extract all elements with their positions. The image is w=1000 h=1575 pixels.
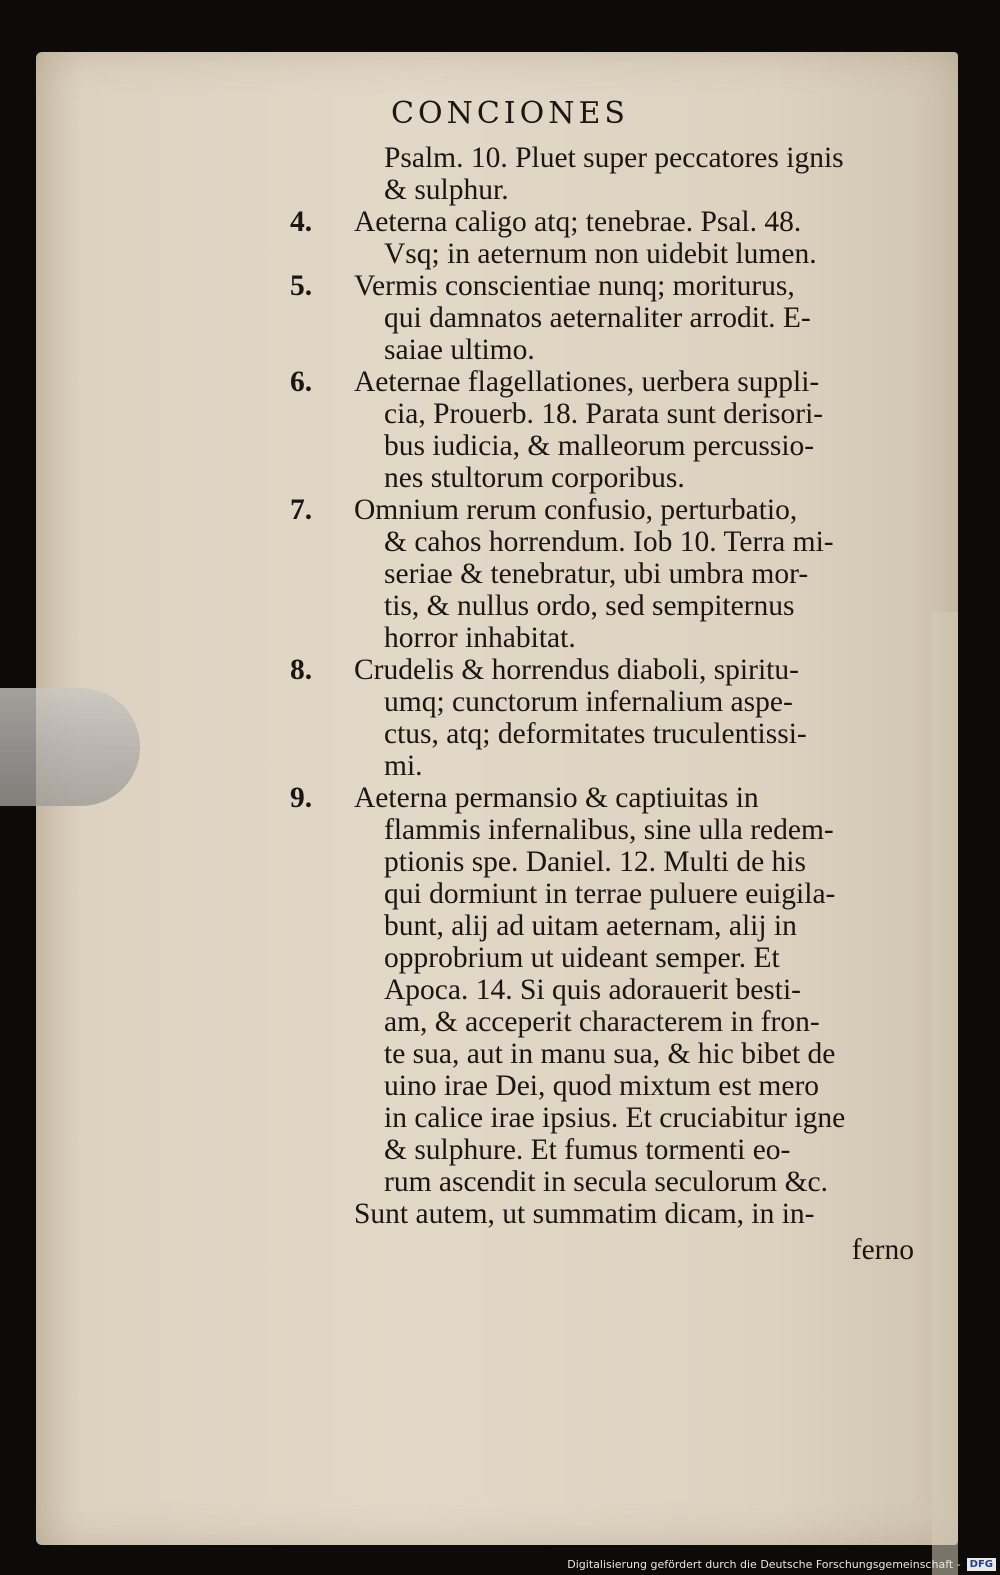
line-text: Aeternae flagellationes, uerbera suppli- <box>354 366 820 398</box>
line-text: & sulphure. Et fumus tormenti eo- <box>384 1134 791 1166</box>
page-clip <box>0 688 140 806</box>
text-line <box>290 1070 930 1102</box>
text-line <box>290 654 930 686</box>
text-line <box>290 782 930 814</box>
text-line <box>290 974 930 1006</box>
text-line <box>290 1006 930 1038</box>
line-text: Apoca. 14. Si quis adorauerit besti- <box>384 974 802 1006</box>
text-line <box>290 430 930 462</box>
item-number: 6. <box>290 366 313 398</box>
line-text: nes stultorum corporibus. <box>384 462 685 494</box>
line-text: mi. <box>384 750 423 782</box>
line-text: & cahos horrendum. Iob 10. Terra mi- <box>384 526 834 558</box>
text-line <box>290 814 930 846</box>
line-text: Omnium rerum confusio, perturbatio, <box>354 494 798 526</box>
body-text <box>290 142 930 1230</box>
text-line <box>290 750 930 782</box>
line-text: rum ascendit in secula seculorum &c. <box>384 1166 828 1198</box>
item-number: 8. <box>290 654 313 686</box>
line-text: Vsq; in aeternum non uidebit lumen. <box>384 238 817 270</box>
line-text: bunt, alij ad uitam aeternam, alij in <box>384 910 797 942</box>
text-line <box>290 846 930 878</box>
line-text: umq; cunctorum infernalium aspe- <box>384 686 793 718</box>
item-number: 7. <box>290 494 313 526</box>
line-text: qui damnatos aeternaliter arrodit. E- <box>384 302 811 334</box>
line-text: opprobrium ut uideant semper. Et <box>384 942 780 974</box>
line-text: cia, Prouerb. 18. Parata sunt derisori- <box>384 398 824 430</box>
line-text: in calice irae ipsius. Et cruciabitur igne <box>384 1102 846 1134</box>
line-text: Crudelis & horrendus diaboli, spiritu- <box>354 654 799 686</box>
line-text: tis, & nullus ordo, sed sempiternus <box>384 590 795 622</box>
text-line <box>290 1102 930 1134</box>
line-text: horror inhabitat. <box>384 622 576 654</box>
text-line <box>290 1134 930 1166</box>
text-line <box>290 558 930 590</box>
line-text: qui dormiunt in terrae puluere euigila- <box>384 878 836 910</box>
page-edge <box>932 612 958 1575</box>
text-line <box>290 494 930 526</box>
text-line <box>290 366 930 398</box>
line-text: te sua, aut in manu sua, & hic bibet de <box>384 1038 836 1070</box>
line-text: uino irae Dei, quod mixtum est mero <box>384 1070 820 1102</box>
line-text: bus iudicia, & malleorum percussio- <box>384 430 815 462</box>
text-line <box>290 878 930 910</box>
text-line <box>290 270 930 302</box>
footer-credit <box>567 1558 996 1571</box>
text-line <box>290 1038 930 1070</box>
line-text: ctus, atq; deformitates truculentissi- <box>384 718 807 750</box>
running-title: CONCIONES <box>391 96 629 131</box>
dfg-logo: DFG <box>967 1558 996 1571</box>
text-line <box>290 718 930 750</box>
line-text: & sulphur. <box>384 174 509 206</box>
text-line <box>290 910 930 942</box>
line-text: am, & acceperit characterem in fron- <box>384 1006 820 1038</box>
line-text: ptionis spe. Daniel. 12. Multi de his <box>384 846 806 878</box>
text-line <box>290 334 930 366</box>
text-line <box>290 1198 930 1230</box>
line-text: Psalm. 10. Pluet super peccatores ignis <box>384 142 844 174</box>
text-line <box>290 462 930 494</box>
text-line <box>290 686 930 718</box>
line-text: Sunt autem, ut summatim dicam, in in- <box>354 1198 815 1230</box>
text-line <box>290 142 930 174</box>
text-line <box>290 174 930 206</box>
text-line <box>290 1166 930 1198</box>
line-text: seriae & tenebratur, ubi umbra mor- <box>384 558 809 590</box>
item-number: 9. <box>290 782 313 814</box>
line-text: Aeterna caligo atq; tenebrae. Psal. 48. <box>354 206 802 238</box>
line-text: saiae ultimo. <box>384 334 535 366</box>
line-text: Aeterna permansio & captiuitas in <box>354 782 759 814</box>
line-text: Vermis conscientiae nunq; moriturus, <box>354 270 795 302</box>
text-line <box>290 206 930 238</box>
text-line <box>290 302 930 334</box>
item-number: 4. <box>290 206 313 238</box>
line-text: flammis infernalibus, sine ulla redem- <box>384 814 834 846</box>
text-line <box>290 622 930 654</box>
text-line <box>290 942 930 974</box>
text-line <box>290 590 930 622</box>
item-number: 5. <box>290 270 313 302</box>
text-line <box>290 526 930 558</box>
catchword: ferno <box>851 1234 914 1266</box>
text-line <box>290 398 930 430</box>
text-line <box>290 238 930 270</box>
footer-credit-text: Digitalisierung gefördert durch die Deutsche Forschungsgemeinschaft - <box>567 1558 961 1571</box>
